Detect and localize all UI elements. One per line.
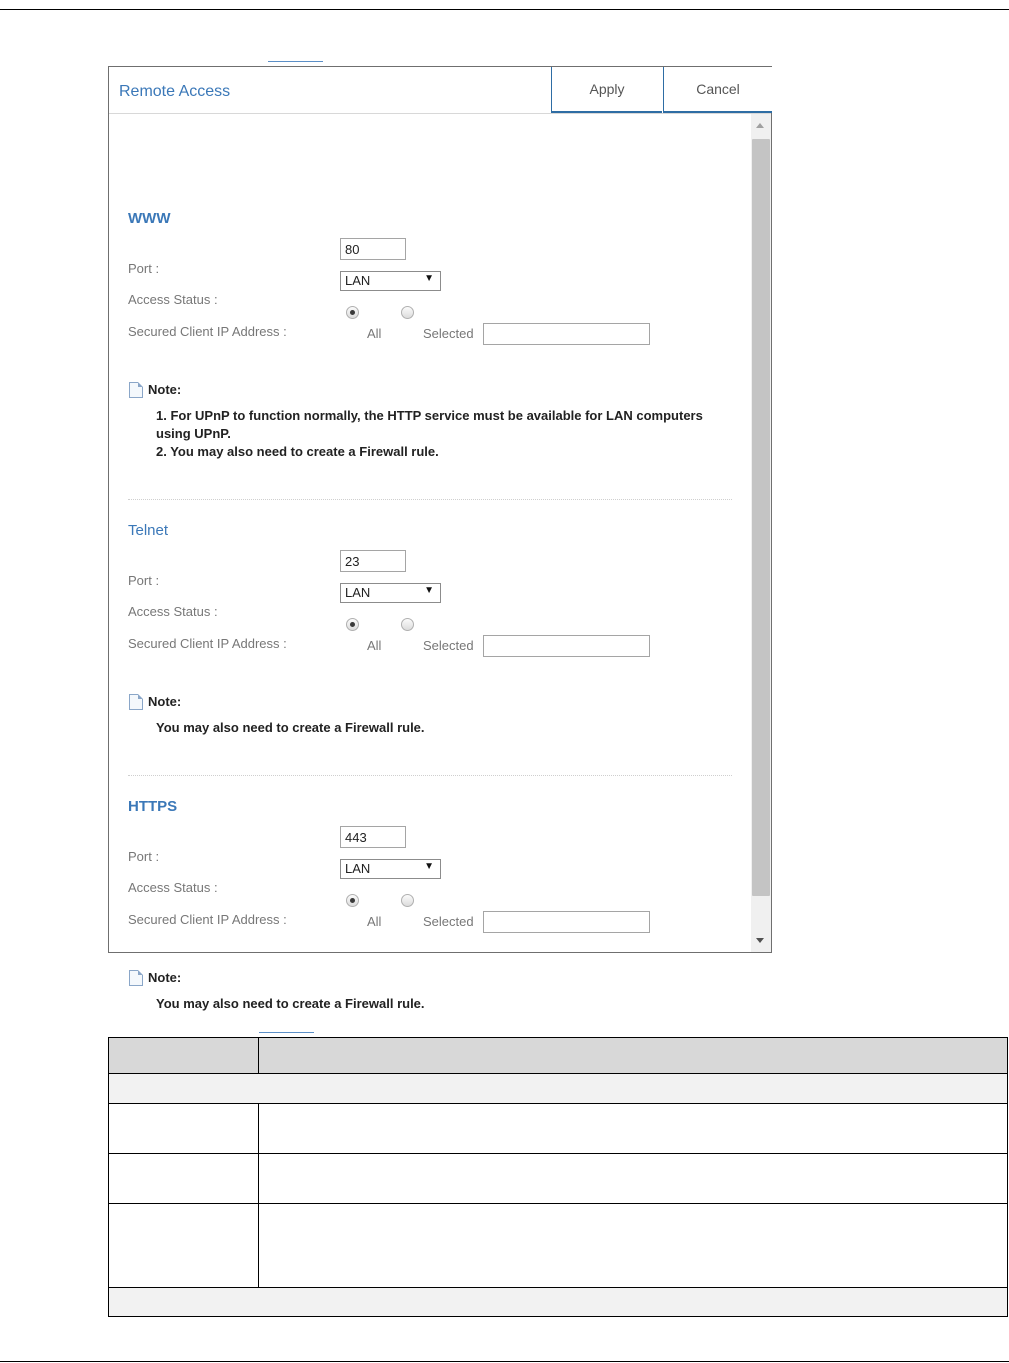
scroll-up-icon[interactable] xyxy=(756,123,764,128)
telnet-note-title: Note: xyxy=(148,694,182,709)
telnet-access-status-label: Access Status : xyxy=(128,604,218,619)
www-access-status-select[interactable] xyxy=(340,271,441,291)
telnet-radio-selected[interactable] xyxy=(401,618,414,631)
www-radio-all[interactable] xyxy=(346,306,359,319)
https-port-input[interactable] xyxy=(340,826,406,848)
https-secured-ip-label: Secured Client IP Address : xyxy=(128,912,287,927)
telnet-radio-all[interactable] xyxy=(346,618,359,631)
cancel-button[interactable]: Cancel xyxy=(663,67,772,113)
https-access-status-label: Access Status : xyxy=(128,880,218,895)
https-radio-selected[interactable] xyxy=(401,894,414,907)
dropdown-arrow-icon: ▼ xyxy=(424,273,434,284)
www-secured-ip-label: Secured Client IP Address : xyxy=(128,324,287,339)
note-icon xyxy=(129,694,143,710)
telnet-client-ip-input[interactable] xyxy=(483,635,650,657)
www-client-ip-input[interactable] xyxy=(483,323,650,345)
https-radio-all[interactable] xyxy=(346,894,359,907)
www-port-label: Port : xyxy=(128,261,160,276)
table-row xyxy=(108,1103,1008,1154)
https-port-label: Port : xyxy=(128,849,160,864)
note-icon xyxy=(129,970,143,986)
page-bottom-rule xyxy=(0,1361,1009,1362)
www-note-line2: 2. You may also need to create a Firewall rule. xyxy=(156,444,439,459)
apply-button[interactable]: Apply xyxy=(551,67,662,113)
figure-reference-link[interactable] xyxy=(268,61,323,62)
https-access-status-value: LAN xyxy=(345,861,371,876)
table-row xyxy=(108,1203,1008,1288)
https-access-status-select[interactable] xyxy=(340,859,441,879)
https-radio-selected-label: Selected xyxy=(423,914,474,929)
page-top-rule xyxy=(0,9,1009,10)
www-access-status-label: Access Status : xyxy=(128,292,218,307)
section-title-telnet: Telnet xyxy=(128,522,169,539)
telnet-port-input[interactable] xyxy=(340,550,406,572)
https-client-ip-input[interactable] xyxy=(483,911,650,933)
https-note-title: Note: xyxy=(148,970,182,985)
table-reference-link[interactable] xyxy=(259,1032,314,1033)
scrollbar-thumb[interactable] xyxy=(752,139,770,896)
telnet-port-label: Port : xyxy=(128,573,160,588)
telnet-secured-ip-label: Secured Client IP Address : xyxy=(128,636,287,651)
www-note-title: Note: xyxy=(148,382,182,397)
dropdown-arrow-icon: ▼ xyxy=(424,585,434,596)
section-title-www: WWW xyxy=(128,210,171,227)
www-access-status-value: LAN xyxy=(345,273,371,288)
section-title-https: HTTPS xyxy=(128,798,178,815)
telnet-access-status-select[interactable] xyxy=(340,583,441,603)
www-radio-all-label: All xyxy=(367,326,382,341)
telnet-radio-selected-label: Selected xyxy=(423,638,474,653)
telnet-note-line1: You may also need to create a Firewall rule. xyxy=(156,720,425,735)
www-radio-selected-label: Selected xyxy=(423,326,474,341)
https-note-line1: You may also need to create a Firewall rule. xyxy=(156,996,425,1011)
dialog-header xyxy=(109,67,771,114)
scroll-down-icon[interactable] xyxy=(756,938,764,943)
www-port-input[interactable] xyxy=(340,238,406,260)
https-radio-all-label: All xyxy=(367,914,382,929)
telnet-access-status-value: LAN xyxy=(345,585,371,600)
dialog-content xyxy=(109,114,751,1011)
note-icon xyxy=(129,382,143,398)
section-divider xyxy=(128,775,732,776)
dropdown-arrow-icon: ▼ xyxy=(424,861,434,872)
vertical-scrollbar[interactable] xyxy=(751,114,771,952)
dialog-title: Remote Access xyxy=(119,83,231,100)
www-note-line1: 1. For UPnP to function normally, the HTTP service must be available for LAN computers using UPnP. xyxy=(156,408,703,441)
table-row xyxy=(108,1073,1008,1104)
www-radio-selected[interactable] xyxy=(401,306,414,319)
table-row xyxy=(108,1287,1008,1317)
table-header-row xyxy=(108,1037,1008,1074)
telnet-radio-all-label: All xyxy=(367,638,382,653)
remote-access-dialog xyxy=(108,66,772,1011)
table-row xyxy=(108,1153,1008,1204)
section-divider xyxy=(128,499,732,500)
